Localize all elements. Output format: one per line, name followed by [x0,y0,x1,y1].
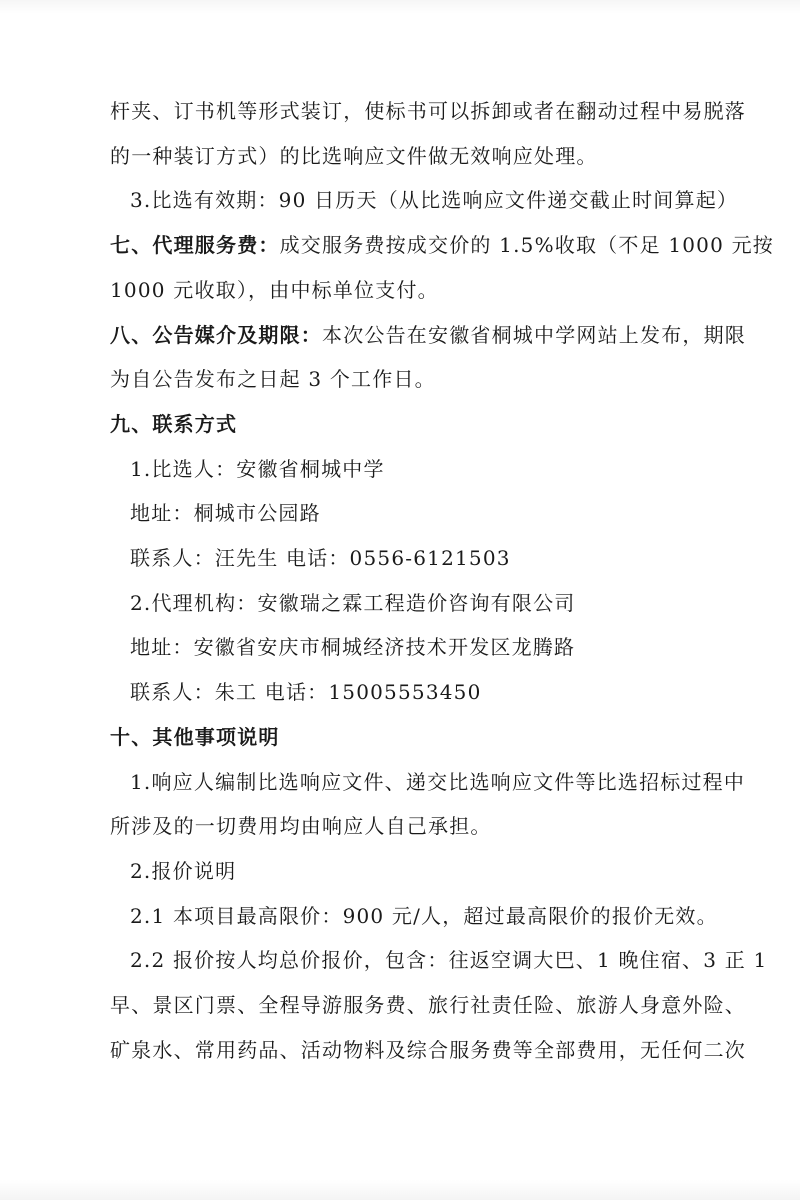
section-heading: 八、公告媒介及期限： [110,322,322,347]
document-line [130,947,767,973]
document-line [110,724,280,750]
line-text: 2.代理机构：安徽瑞之霖工程造价咨询有限公司 [130,590,576,615]
line-text: 2.1 本项目最高限价：900 元/人，超过最高限价的报价无效。 [130,903,718,928]
line-text: 3.比选有效期：90 日历天（从比选响应文件递交截止时间算起） [130,188,739,213]
document-line [130,903,718,929]
line-text: 联系人：汪先生 电话：0556-6121503 [130,546,511,570]
document-line [130,858,236,884]
line-text: 早、景区门票、全程导游服务费、旅行社责任险、旅游人身意外险、 [110,993,746,1017]
line-text: 地址：安徽省安庆市桐城经济技术开发区龙腾路 [130,635,576,660]
document-line [130,634,575,660]
section-heading: 七、代理服务费： [110,233,280,258]
document-line [110,366,436,392]
section-heading: 九、联系方式 [110,411,238,436]
document-line [110,813,492,839]
document-line [110,98,746,124]
document-line [130,590,575,616]
line-text: 杆夹、订书机等形式装订，使标书可以拆卸或者在翻动过程中易脱落 [110,99,746,123]
document-line [130,456,385,482]
line-text: 矿泉水、常用药品、活动物料及综合服务费等全部费用，无任何二次 [110,1037,746,1062]
document-line [110,232,774,258]
section-heading: 十、其他事项说明 [110,724,280,749]
document-line [110,992,746,1018]
line-text: 成交服务费按成交价的 1.5%收取（不足 1000 元按 [279,233,774,258]
line-text: 为自公告发布之日起 3 个工作日。 [110,367,436,392]
document-line [110,1037,746,1063]
document-line [130,500,321,526]
line-text: 本次公告在安徽省桐城中学网站上发布，期限 [322,322,746,347]
line-text: 的一种装订方式）的比选响应文件做无效响应处理。 [110,143,598,168]
document-line [110,143,598,169]
document-line [130,679,482,705]
line-text: 1000 元收取），由中标单位支付。 [110,277,439,302]
document-line [110,277,439,303]
document-line [110,411,237,437]
line-text: 地址：桐城市公园路 [130,501,321,526]
document-line [130,769,745,795]
line-text: 2.报价说明 [130,858,237,883]
document-line [110,322,746,348]
line-text: 1.比选人：安徽省桐城中学 [130,456,385,481]
line-text: 所涉及的一切费用均由响应人自己承担。 [110,814,492,839]
line-text: 2.2 报价按人均总价报价，包含：往返空调大巴、1 晚住宿、3 正 1 [130,948,768,973]
document-line [130,187,738,213]
line-text: 联系人：朱工 电话：15005553450 [130,680,482,705]
line-text: 1.响应人编制比选响应文件、递交比选响应文件等比选招标过程中 [130,769,746,794]
document-line [130,545,511,571]
